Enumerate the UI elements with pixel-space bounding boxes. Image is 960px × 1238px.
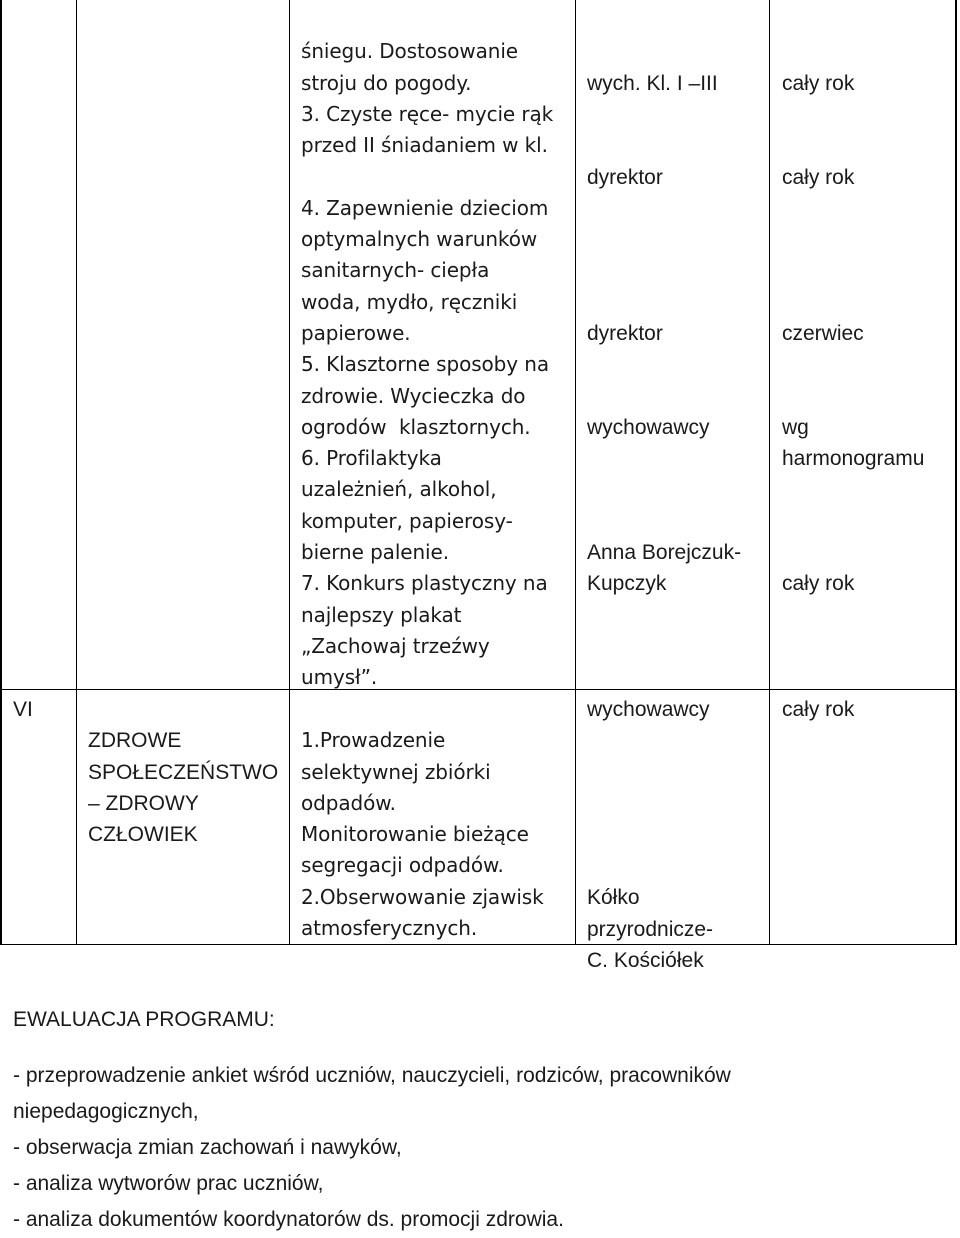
task-line: selektywnej zbiórki <box>301 759 491 784</box>
task-line: 3. Czyste ręce- mycie rąk <box>301 101 554 126</box>
area-title <box>88 694 278 882</box>
responsible-vi-2 <box>587 851 713 1007</box>
task-line <box>301 161 553 192</box>
table-col-line-4 <box>769 0 770 945</box>
responsible-3: wych. Kl. I –III <box>587 72 718 95</box>
task-line: sanitarnych- ciepła <box>301 258 490 283</box>
table-border-left <box>0 0 2 945</box>
task-line: „Zachowaj trzeźwy <box>301 633 490 658</box>
task-line: Monitorowanie bieżące <box>301 822 529 847</box>
task-line: stroju do pogody. <box>301 70 472 95</box>
task-line: uzależnień, alkohol, <box>301 477 497 502</box>
task-line: 7. Konkurs plastyczny na <box>301 571 548 596</box>
evaluation-item: - analiza wytworów prac uczniów, <box>13 1172 324 1195</box>
table-col-line-1 <box>76 0 77 945</box>
task-line: segregacji odpadów. <box>301 853 504 878</box>
evaluation-item: - analiza dokumentów koordynatorów ds. promocji zdrowia. <box>13 1208 564 1231</box>
area-line: CZŁOWIEK <box>88 823 198 847</box>
evaluation-heading: EWALUACJA PROGRAMU: <box>13 1008 275 1031</box>
table-col-line-2 <box>289 0 290 945</box>
task-line: 2.Obserwowanie zjawisk <box>301 884 544 909</box>
timing-vi-1: cały rok <box>782 698 855 721</box>
evaluation-item: - przeprowadzenie ankiet wśród uczniów, nauczycieli, rodziców, pracowników <box>13 1064 731 1087</box>
area-line: ZDROWE <box>88 729 182 753</box>
task-line: 4. Zapewnienie dzieciom <box>301 195 549 220</box>
task-line: śniegu. Dostosowanie <box>301 39 518 64</box>
task-line: odpadów. <box>301 790 396 815</box>
table-border-right <box>955 0 957 945</box>
task-line: najlepszy plakat <box>301 602 462 627</box>
task-line: atmosferycznych. <box>301 916 478 941</box>
task-text-vi <box>301 694 544 976</box>
task-line: woda, mydło, ręczniki <box>301 289 518 314</box>
responsible-5: dyrektor <box>587 322 663 345</box>
responsible-line: przyrodnicze- <box>587 917 714 941</box>
task-line: komputer, papierosy- <box>301 508 513 533</box>
table-col-line-3 <box>575 0 576 945</box>
responsible-vi-1: wychowawcy <box>587 698 710 721</box>
timing-6-line-1: wg <box>782 416 809 439</box>
evaluation-item: niepedagogicznych, <box>13 1100 199 1123</box>
responsible-line: Kółko <box>587 886 640 910</box>
area-line: SPOŁECZEŃSTWO <box>88 760 279 784</box>
timing-3: cały rok <box>782 72 855 95</box>
responsible-6: wychowawcy <box>587 416 710 439</box>
responsible-7-line-1: Anna Borejczuk- <box>587 541 742 564</box>
task-line: 5. Klasztorne sposoby na <box>301 352 550 377</box>
timing-6-line-2: harmonogramu <box>782 447 925 470</box>
task-line: 1.Prowadzenie <box>301 728 446 753</box>
task-line: ogrodów klasztornych. <box>301 414 531 439</box>
timing-7: cały rok <box>782 572 855 595</box>
task-line: optymalnych warunków <box>301 227 538 252</box>
task-line: zdrowie. Wycieczka do <box>301 383 526 408</box>
row-number: VI <box>13 698 33 721</box>
timing-5: czerwiec <box>782 322 864 345</box>
task-line: papierowe. <box>301 320 411 345</box>
timing-4: cały rok <box>782 166 855 189</box>
responsible-7-line-2: Kupczyk <box>587 572 667 595</box>
area-line: – ZDROWY <box>88 791 199 815</box>
task-line: przed II śniadaniem w kl. <box>301 133 548 158</box>
responsible-line: C. Kościółek <box>587 948 704 972</box>
evaluation-item: - obserwacja zmian zachowań i nawyków, <box>13 1136 402 1159</box>
responsible-4: dyrektor <box>587 166 663 189</box>
task-line: bierne palenie. <box>301 540 449 565</box>
task-line: umysł”. <box>301 665 378 690</box>
task-text-top <box>301 5 553 725</box>
task-line: 6. Profilaktyka <box>301 446 442 471</box>
